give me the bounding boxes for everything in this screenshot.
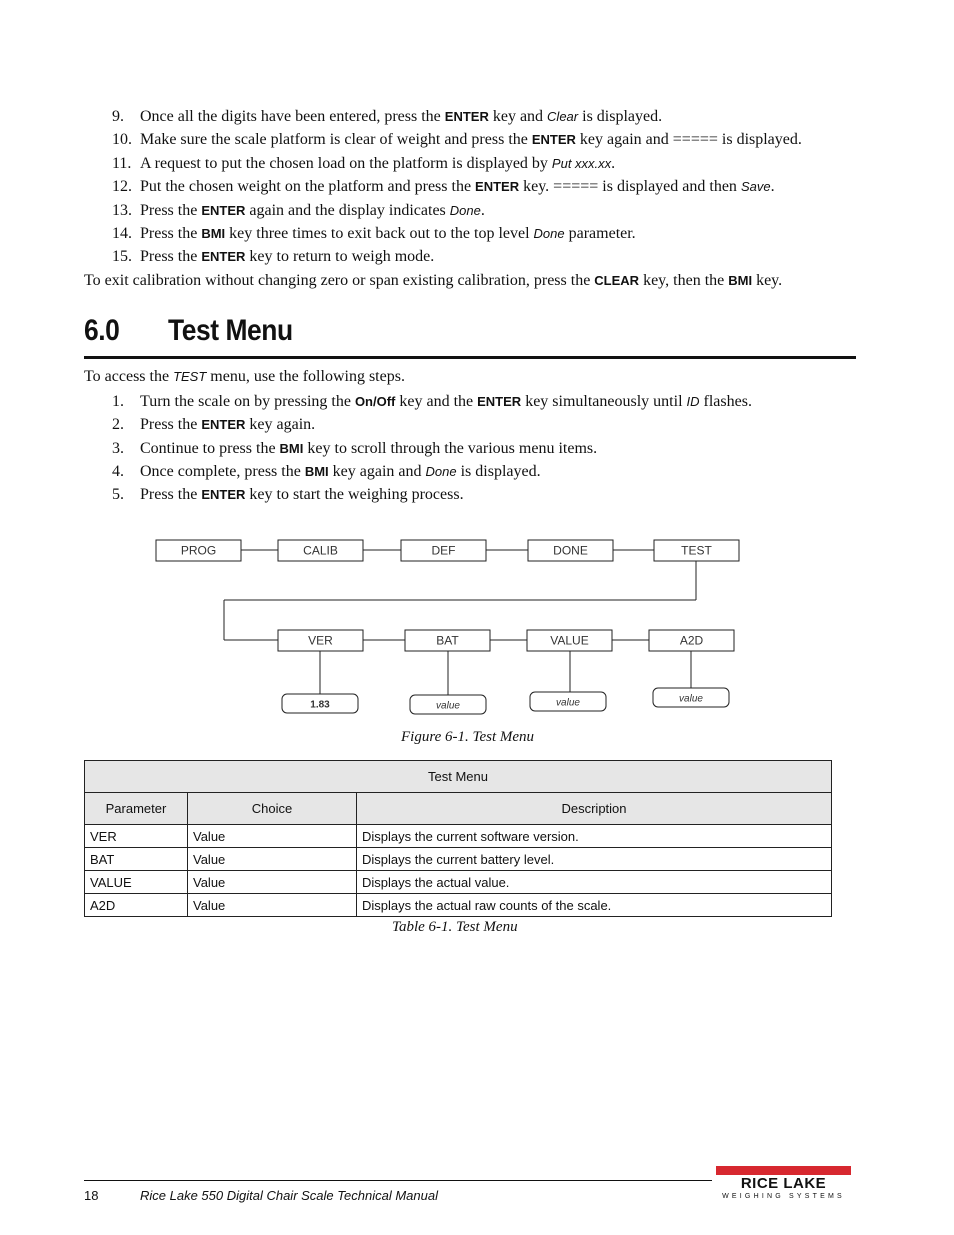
svg-text:value: value [436,700,460,712]
menu-box-prog [156,540,241,561]
body-text: Put the chosen weight on the platform and press the [140,178,476,196]
body-text: key to start the weighing process. [245,486,464,504]
svg-text:VER: VER [308,633,333,648]
key-name: BMI [279,440,304,456]
footer-rule [84,1180,712,1181]
list-item [112,416,315,434]
menu-box-def [401,540,486,561]
key-name: ENTER [444,109,489,124]
table-cell: VALUE [85,871,188,894]
display-text: Save [740,179,771,195]
key-name: ENTER [531,132,576,148]
list-item-number: 3. [112,439,124,457]
list-item-number: 14. [112,225,132,242]
table-row [85,848,832,871]
table-caption: Table 6-1. Test Menu [392,919,518,935]
svg-text:BAT: BAT [436,633,459,648]
key-name: ENTER [201,487,246,503]
rice-lake-logo [716,1166,851,1202]
table-cell: Displays the current battery level. [357,848,832,871]
list-item-number: 10. [112,131,132,149]
key-name: BMI [304,463,329,479]
value-box [282,694,358,713]
list-item-number: 1. [112,393,124,410]
list-item-number: 15. [112,248,132,266]
page-number: 18 [84,1188,99,1203]
svg-text:CALIB: CALIB [303,543,338,558]
list-item [112,178,775,196]
svg-text:TEST: TEST [681,543,712,558]
section-title: Test Menu [168,314,293,347]
svg-text:1.83: 1.83 [310,699,330,711]
key-name: ENTER [477,394,522,409]
test-menu-table [84,760,832,917]
logo-brand: RICE LAKE [740,1175,827,1192]
list-item-number: 11. [112,154,132,172]
display-text: ID [686,394,700,409]
body-text: Press the [140,225,202,242]
list-item-number: 12. [112,178,132,196]
svg-text:VALUE: VALUE [550,633,589,648]
list-item-number: 4. [112,462,124,480]
body-text: menu, use the following steps. [206,368,405,385]
list-item [112,463,541,481]
svg-text:DONE: DONE [553,543,588,558]
table-cell: Value [188,894,357,917]
list-item [112,155,615,173]
menu-box-calib [278,540,363,561]
logo-tagline: WEIGHING SYSTEMS [722,1193,845,1200]
body-text: is displayed. [456,462,541,480]
body-text: key. [752,272,783,289]
list-item [112,248,434,266]
list-item [112,486,464,504]
section-heading [84,312,856,359]
body-text: key three times to exit back out to the top level [225,225,534,242]
table-cell: VER [85,825,188,848]
body-text: key, then the [639,272,729,289]
key-name: ENTER [475,179,520,195]
body-text: key to return to weigh mode. [245,248,435,266]
list-item [112,440,597,458]
table-row [85,894,832,917]
test-menu-diagram [140,530,760,720]
body-text: To access the [84,368,174,385]
key-name: On/Off [354,394,396,409]
body-text: key. ===== is displayed and then [519,178,741,196]
list-item [112,393,752,411]
display-text: Done [425,463,457,479]
body-text: is displayed. [578,108,663,125]
body-text: Press the [140,486,202,504]
body-text: Press the [140,416,202,434]
menu-box-done [528,540,613,561]
list-item [112,225,636,243]
list-item-number: 5. [112,486,124,504]
body-text: key and [488,108,548,125]
list-item-number: 9. [112,108,124,125]
body-text: Once complete, press the [140,462,305,480]
body-text: . [480,201,485,219]
key-name: BMI [728,273,753,288]
key-name: ENTER [201,249,246,265]
table-cell: Displays the actual raw counts of the scale. [357,894,832,917]
svg-text:DEF: DEF [431,543,456,558]
svg-text:value: value [679,693,703,705]
display-text: Put xxx.xx [551,155,612,171]
body-text: . [611,154,616,172]
svg-text:value: value [556,697,580,709]
body-text: Continue to press the [140,439,280,457]
table-cell: Value [188,848,357,871]
table-cell: Displays the current software version. [357,825,832,848]
value-box [410,695,486,714]
section-intro [84,368,405,386]
menu-box-test [654,540,739,561]
body-text: Turn the scale on by pressing the [140,393,355,410]
key-name: ENTER [201,417,246,433]
display-text: Clear [547,109,579,124]
value-box [653,688,729,707]
section-number: 6.0 [84,314,120,347]
menu-box-value [527,630,612,651]
list-item-number: 2. [112,416,124,434]
list-item [112,108,662,126]
table-cell: BAT [85,848,188,871]
svg-text:A2D: A2D [679,633,704,648]
figure-caption: Figure 6-1. Test Menu [401,729,535,745]
body-text: key simultaneously until [521,393,687,410]
body-text: A request to put the chosen load on the platform is displayed by [140,154,552,172]
body-text: again and the display indicates [245,201,450,219]
body-text: key again and ===== is displayed. [575,131,802,149]
menu-box-bat [405,630,490,651]
body-text: key and the [395,393,478,410]
table-row [85,871,832,894]
exit-calibration-note [84,272,782,290]
display-text: TEST [173,369,207,384]
body-text: Press the [140,248,202,266]
display-text: Done [533,226,565,241]
key-name: CLEAR [594,273,640,288]
list-item-number: 13. [112,201,132,219]
body-text: To exit calibration without changing zero or span existing calibration, press the [84,272,595,289]
svg-text:PROG: PROG [180,543,217,558]
column-header-choice: Choice [188,793,357,825]
display-text: Done [449,202,481,218]
body-text: . [770,178,775,196]
table-cell: Value [188,871,357,894]
table-cell: Displays the actual value. [357,871,832,894]
manual-title: Rice Lake 550 Digital Chair Scale Technical Manual [140,1188,438,1203]
logo-bar [716,1166,851,1175]
body-text: Press the [140,201,202,219]
column-header-parameter: Parameter [85,793,188,825]
table-cell: Value [188,825,357,848]
key-name: ENTER [201,202,246,218]
table-cell: A2D [85,894,188,917]
key-name: BMI [201,226,226,241]
body-text: parameter. [564,225,636,242]
value-box [530,692,606,711]
body-text: flashes. [699,393,752,410]
body-text: Make sure the scale platform is clear of weight and press the [140,131,532,149]
body-text: key again and [328,462,426,480]
table-title: Test Menu [85,761,832,793]
body-text: Once all the digits have been entered, press the [140,108,445,125]
table-row [85,825,832,848]
column-header-description: Description [357,793,832,825]
body-text: key again. [245,416,316,434]
body-text: key to scroll through the various menu items. [303,439,598,457]
menu-box-ver [278,630,363,651]
list-item [112,131,802,149]
menu-box-a2d [649,630,734,651]
list-item [112,202,485,220]
